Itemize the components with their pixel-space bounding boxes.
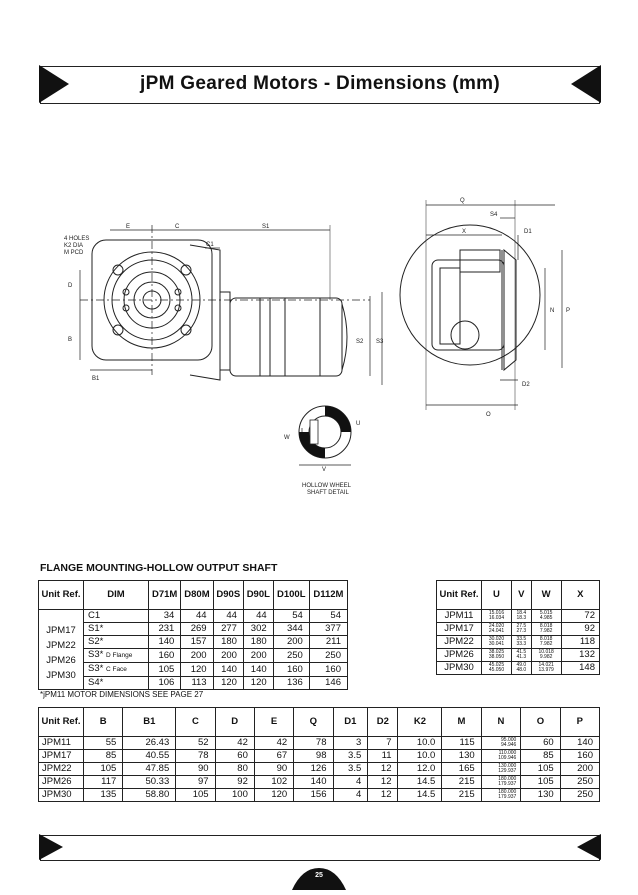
p-cell: 140 [560,737,599,750]
col-header: C [176,708,215,737]
table-row [39,610,348,623]
x-cell: 148 [561,662,599,675]
value-cell: 113 [181,677,213,690]
dim-cell [84,649,149,663]
n-cell-line: 109.946 [498,755,517,761]
n-cell-line: 179.937 [498,794,517,800]
x-cell: 132 [561,649,599,662]
v-cell-line: 48.0 [516,667,527,673]
b-cell: 55 [84,737,123,750]
value-cell: 106 [149,677,181,690]
m-cell: 215 [442,776,481,789]
label-d: D [68,283,73,289]
b1-cell: 47.85 [123,763,176,776]
value-cell: 277 [213,623,243,636]
col-header: N [481,708,521,737]
v-cell [511,662,531,675]
d2-cell: 12 [368,763,398,776]
b1-cell: 26.43 [123,737,176,750]
table-row [39,737,600,750]
o-cell: 105 [521,776,560,789]
table-row [39,677,348,690]
value-cell: 180 [213,636,243,649]
unit-ref: JPM17 [39,750,84,763]
footnote: *jPM11 MOTOR DIMENSIONS SEE PAGE 27 [40,690,204,699]
b-cell: 135 [84,789,123,802]
label-u: U [356,421,361,427]
table-row [39,750,600,763]
v-cell [511,649,531,662]
col-header: D90L [243,581,273,610]
k2-cell: 14.5 [398,789,442,802]
u-cell-line: 24.041 [488,628,505,634]
value-cell: 140 [213,663,243,677]
label-e: E [126,224,131,230]
d1-cell: 3.5 [333,763,368,776]
d-cell: 92 [215,776,254,789]
col-header: P [560,708,599,737]
v-cell-line: 18.4 [516,609,527,616]
w-cell [531,662,561,675]
b1-cell: 50.33 [123,776,176,789]
label-s2: S2 [356,339,364,345]
col-header: V [511,581,531,610]
k2-cell: 14.5 [398,776,442,789]
table-header-row [39,581,348,610]
v-cell-line: 27.5 [516,622,527,629]
col-header: D100L [273,581,309,610]
col-header: Unit Ref. [39,581,84,610]
label-s4: S4 [490,212,498,218]
table-row [39,789,600,802]
unit-ref: JPM11 [39,737,84,750]
unit-ref: JPM22 [39,763,84,776]
x-cell: 118 [561,636,599,649]
label-b1: B1 [92,376,100,382]
value-cell: 180 [243,636,273,649]
n-cell-line: 179.937 [498,781,517,787]
value-cell: 160 [273,663,309,677]
label-o: O [486,412,491,418]
w-cell-line: 13.979 [538,667,554,673]
dim-label: S3* [88,649,104,660]
label-holes-2: K2 DIA [64,243,84,249]
u-cell [482,610,512,623]
shaft-dimensions-table [436,580,600,675]
col-header: D2 [368,708,398,737]
u-cell-line: 24.020 [488,622,505,629]
footer-arrow-right [577,834,601,860]
label-s1: S1 [262,224,270,230]
n-cell [481,789,521,802]
unit-ref: JPM26 [46,655,76,666]
table-row [437,662,600,675]
u-cell [482,649,512,662]
dim-suffix: D Flange [105,652,133,659]
u-cell-line: 45.050 [488,667,505,673]
table-row [39,776,600,789]
value-cell: 160 [309,663,347,677]
q-cell: 78 [294,737,333,750]
k2-cell: 10.0 [398,750,442,763]
value-cell: 44 [213,610,243,623]
n-cell [481,776,521,789]
n-cell-line: 110.000 [498,749,517,756]
e-cell: 42 [254,737,293,750]
value-cell: 146 [309,677,347,690]
d2-cell: 12 [368,789,398,802]
v-cell-line: 27.3 [516,628,527,634]
n-cell-line: 94.946 [501,742,517,748]
d-cell: 60 [215,750,254,763]
p-cell: 250 [560,776,599,789]
e-cell: 90 [254,763,293,776]
dim-suffix: C Face [105,666,127,673]
col-header: W [531,581,561,610]
u-cell-line: 16.034 [488,615,505,621]
value-cell: 269 [181,623,213,636]
table-row [39,663,348,677]
m-cell: 130 [442,750,481,763]
u-cell [482,623,512,636]
n-cell-line: 130.000 [498,762,517,769]
value-cell: 34 [149,610,181,623]
n-cell [481,737,521,750]
label-p: P [566,308,571,314]
unit-ref: JPM22 [437,636,482,649]
w-cell [531,623,561,636]
label-c1: C1 [206,242,214,248]
m-cell: 115 [442,737,481,750]
col-header: D71M [149,581,181,610]
w-cell-line: 5.015 [539,609,553,616]
page-number: 25 [315,872,323,879]
u-cell-line: 15.016 [488,609,505,616]
u-cell-line: 38.050 [488,654,505,660]
c-cell: 97 [176,776,215,789]
w-cell-line: 9.982 [539,654,553,660]
label-s3: S3 [376,339,384,345]
x-cell: 92 [561,623,599,636]
unit-refs [39,610,84,690]
col-header: Unit Ref. [39,708,84,737]
k2-cell: 10.0 [398,737,442,750]
b1-cell: 58.80 [123,789,176,802]
col-header: Q [294,708,333,737]
table-row [437,610,600,623]
d2-cell: 12 [368,776,398,789]
u-cell [482,662,512,675]
motor-dimensions-table [38,580,348,690]
c-cell: 78 [176,750,215,763]
u-cell-line: 30.041 [488,641,505,647]
value-cell: 250 [309,649,347,663]
table-row [39,649,348,663]
w-cell-line: 7.982 [539,628,553,634]
q-cell: 98 [294,750,333,763]
label-n: N [550,308,555,314]
u-cell-line: 38.025 [488,648,505,655]
w-cell-line: 8.018 [539,635,553,642]
dimension-drawing [40,190,600,510]
p-cell: 160 [560,750,599,763]
value-cell: 302 [243,623,273,636]
o-cell: 85 [521,750,560,763]
label-x: X [462,229,467,235]
unit-ref: JPM17 [437,623,482,636]
e-cell: 102 [254,776,293,789]
unit-ref: JPM26 [39,776,84,789]
q-cell: 156 [294,789,333,802]
d1-cell: 4 [333,789,368,802]
e-cell: 67 [254,750,293,763]
v-cell-line: 41.5 [516,648,527,655]
dim-cell [84,663,149,677]
col-header: D90S [213,581,243,610]
u-cell-line: 45.025 [488,661,505,668]
col-header: M [442,708,481,737]
table-row [437,623,600,636]
b1-cell: 40.55 [123,750,176,763]
v-cell-line: 33.3 [516,641,527,647]
w-cell-line: 7.982 [539,641,553,647]
label-holes-1: 4 HOLES [64,236,90,242]
p-cell: 250 [560,789,599,802]
value-cell: 377 [309,623,347,636]
col-header: Unit Ref. [437,581,482,610]
x-cell: 72 [561,610,599,623]
label-q: Q [460,198,465,204]
c-cell: 52 [176,737,215,750]
n-cell-line: 180.000 [498,775,517,782]
col-header: U [482,581,512,610]
w-cell-line: 8.018 [539,622,553,629]
d1-cell: 4 [333,776,368,789]
w-cell [531,636,561,649]
value-cell: 54 [273,610,309,623]
label-d1: D1 [524,229,532,235]
v-cell-line: 49.0 [516,661,527,668]
label-c: C [175,224,180,230]
value-cell: 105 [149,663,181,677]
w-cell-line: 10.018 [538,648,554,655]
o-cell: 105 [521,763,560,776]
footer-arrow-left [39,834,63,860]
unit-ref: JPM11 [437,610,482,623]
dim-cell: S2* [84,636,149,649]
d2-cell: 7 [368,737,398,750]
dim-cell: C1 [84,610,149,623]
e-cell: 120 [254,789,293,802]
col-header: O [521,708,560,737]
table-header-row [39,708,600,737]
value-cell: 140 [149,636,181,649]
title-bar [40,66,600,104]
unit-ref: JPM22 [46,640,76,651]
b-cell: 85 [84,750,123,763]
label-v: V [322,467,327,473]
col-header: X [561,581,599,610]
value-cell: 231 [149,623,181,636]
label-w: W [284,435,290,441]
q-cell: 140 [294,776,333,789]
m-cell: 215 [442,789,481,802]
d1-cell: 3.5 [333,750,368,763]
col-header: DIM [84,581,149,610]
value-cell: 200 [243,649,273,663]
table-row [39,763,600,776]
section-title: FLANGE MOUNTING-HOLLOW OUTPUT SHAFT [40,562,278,574]
b-cell: 117 [84,776,123,789]
col-header: D112M [309,581,347,610]
table-header-row [437,581,600,610]
col-header: B [84,708,123,737]
unit-ref: JPM30 [39,789,84,802]
value-cell: 200 [273,636,309,649]
d2-cell: 11 [368,750,398,763]
value-cell: 120 [243,677,273,690]
value-cell: 44 [181,610,213,623]
q-cell: 126 [294,763,333,776]
detail-caption-1: HOLLOW WHEEL [302,483,352,489]
unit-ref: JPM30 [46,670,76,681]
w-cell [531,610,561,623]
w-cell [531,649,561,662]
dim-cell: S4* [84,677,149,690]
value-cell: 157 [181,636,213,649]
col-header: K2 [398,708,442,737]
value-cell: 44 [243,610,273,623]
d1-cell: 3 [333,737,368,750]
value-cell: 136 [273,677,309,690]
o-cell: 130 [521,789,560,802]
value-cell: 211 [309,636,347,649]
n-cell-line: 180.000 [498,788,517,795]
value-cell: 54 [309,610,347,623]
v-cell-line: 18.3 [516,615,527,621]
d-cell: 100 [215,789,254,802]
d-cell: 80 [215,763,254,776]
value-cell: 120 [181,663,213,677]
col-header: D [215,708,254,737]
value-cell: 250 [273,649,309,663]
label-holes-3: M PCD [64,250,84,256]
col-header: D80M [181,581,213,610]
c-cell: 105 [176,789,215,802]
v-cell-line: 33.5 [516,635,527,642]
value-cell: 140 [243,663,273,677]
w-cell-line: 4.985 [539,615,553,621]
col-header: D1 [333,708,368,737]
value-cell: 200 [181,649,213,663]
dim-cell: S1* [84,623,149,636]
detail-caption-2: SHAFT DETAIL [307,490,349,496]
v-cell [511,610,531,623]
col-header: B1 [123,708,176,737]
d-cell: 42 [215,737,254,750]
c-cell: 90 [176,763,215,776]
dim-label: S3* [88,663,104,674]
table-row [437,649,600,662]
n-cell-line: 129.937 [498,768,517,774]
v-cell [511,636,531,649]
m-cell: 165 [442,763,481,776]
table-row [39,623,348,636]
u-cell-line: 30.020 [488,635,505,642]
v-cell [511,623,531,636]
u-cell [482,636,512,649]
value-cell: 120 [213,677,243,690]
b-cell: 105 [84,763,123,776]
n-cell [481,750,521,763]
table-row [39,636,348,649]
label-d2: D2 [522,382,530,388]
unit-ref: JPM26 [437,649,482,662]
value-cell: 200 [213,649,243,663]
label-b: B [68,337,73,343]
col-header: E [254,708,293,737]
value-cell: 344 [273,623,309,636]
unit-ref: JPM17 [46,625,76,636]
n-cell [481,763,521,776]
k2-cell: 12.0 [398,763,442,776]
n-cell-line: 95.000 [501,736,517,743]
page-title: jPM Geared Motors - Dimensions (mm) [140,73,500,94]
gearbox-dimensions-table [38,707,600,802]
v-cell-line: 41.3 [516,654,527,660]
table-row [437,636,600,649]
value-cell: 160 [149,649,181,663]
p-cell: 200 [560,763,599,776]
o-cell: 60 [521,737,560,750]
footer-bar [40,835,600,861]
unit-ref: JPM30 [437,662,482,675]
w-cell-line: 14.021 [538,661,554,668]
